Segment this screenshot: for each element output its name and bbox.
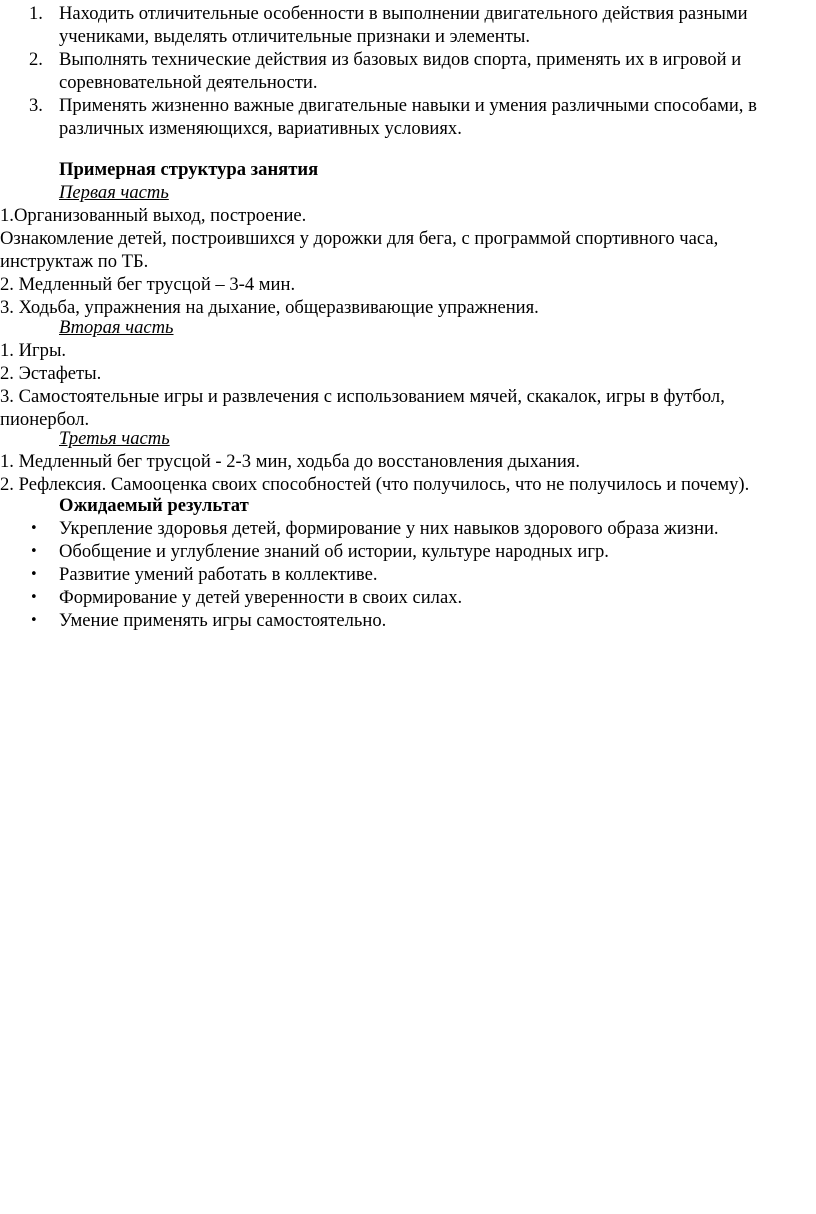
part-two-line: 1. Игры. <box>0 340 67 361</box>
part-one-content <box>0 204 800 319</box>
list-item <box>0 540 800 563</box>
part-three-title-row <box>0 427 816 450</box>
list-number: 2. <box>29 49 43 71</box>
part-two-content <box>0 339 800 431</box>
bullet-icon: • <box>30 567 38 583</box>
list-item <box>0 563 800 586</box>
list-item <box>0 48 800 94</box>
result-list <box>0 517 800 632</box>
part-one-line: 2. Медленный бег трусцой – 3-4 мин. <box>0 274 296 296</box>
bullet-icon: • <box>30 590 38 606</box>
part-two-line: 2. Эстафеты. <box>0 363 102 385</box>
list-item-text: Находить отличительные особенности в выполнении двигательного действия разными учениками, выделять отличительные признаки и элементы. <box>59 3 748 48</box>
list-item-text: Выполнять технические действия из базовых видов спорта, применять их в игровой и соревновательной деятельности. <box>59 49 742 94</box>
list-item <box>0 609 800 632</box>
part-two-line: 3. Самостоятельные игры и развлечения с использованием мячей, скакалок, игры в футбол, пионербол. <box>0 386 725 431</box>
list-item-text: Укрепление здоровья детей, формирование у них навыков здорового образа жизни. <box>59 518 719 539</box>
list-item-text: Развитие умений работать в коллективе. <box>59 564 378 586</box>
part-one-line: 1.Организованный выход, построение. <box>0 205 307 226</box>
part-three-title: Третья часть <box>59 428 170 449</box>
part-one-line: Ознакомление детей, построившихся у дорожки для бега, с программой спортивного часа, инструктаж по ТБ. <box>0 228 719 273</box>
part-one-line: 3. Ходьба, упражнения на дыхание, общеразвивающие упражнения. <box>0 297 539 319</box>
list-number: 1. <box>29 3 43 24</box>
list-item <box>0 2 800 48</box>
list-item-text: Применять жизненно важные двигательные навыки и умения различными способами, в различных изменяющихся, вариативных условиях. <box>59 95 757 140</box>
part-three-content <box>0 450 800 496</box>
numbered-list <box>0 2 800 141</box>
part-two-title-row <box>0 316 816 339</box>
result-heading: Ожидаемый результат <box>59 495 249 516</box>
list-item-text: Формирование у детей уверенности в своих силах. <box>59 587 463 609</box>
part-two-title: Вторая часть <box>59 317 174 338</box>
part-three-line: 1. Медленный бег трусцой - 2-3 мин, ходьба до восстановления дыхания. <box>0 451 581 472</box>
list-item <box>0 586 800 609</box>
list-number: 3. <box>29 95 43 117</box>
part-one-title-row <box>0 181 816 204</box>
list-item-text: Обобщение и углубление знаний об истории, культуре народных игр. <box>59 541 609 563</box>
list-item-text: Умение применять игры самостоятельно. <box>59 610 387 632</box>
list-item <box>0 517 800 540</box>
structure-heading: Примерная структура занятия <box>59 159 319 180</box>
bullet-icon: • <box>30 521 38 536</box>
list-item <box>0 94 800 140</box>
bullet-icon: • <box>30 544 38 560</box>
part-one-title: Первая часть <box>59 182 169 203</box>
part-three-line: 2. Рефлексия. Самооценка своих способностей (что получилось, что не получилось и почему). <box>0 474 750 496</box>
bullet-icon: • <box>30 613 38 629</box>
